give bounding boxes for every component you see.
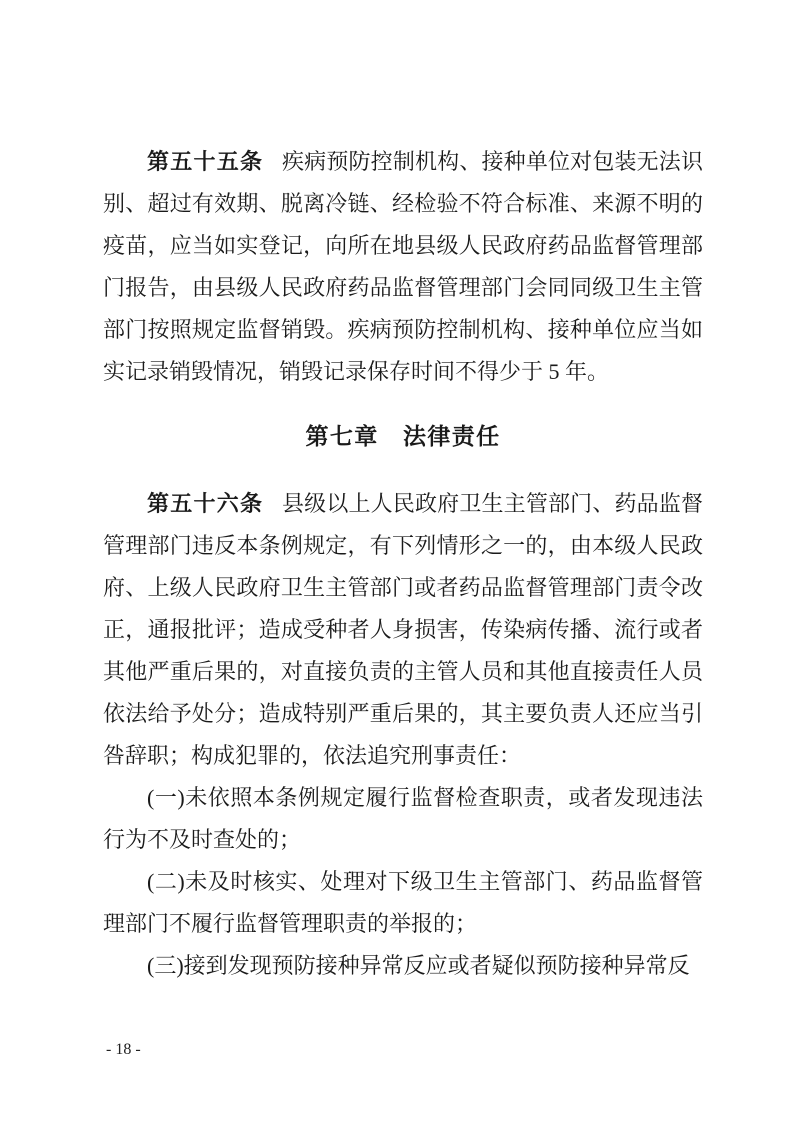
article-55-paragraph: [103, 141, 703, 393]
article-55-text: 疾病预防控制机构、接种单位对包装无法识别、超过有效期、脱离冷链、经检验不符合标准、来源不明的疫苗，应当如实登记，向所在地县级人民政府药品监督管理部门报告，由县级人民政府药品监督管理部门会同同级卫生主管部门按照规定监督销毁。疾病预防控制机构、接种单位应当如实记录销毁情况，销毁记录保存时间不得少于 5 年。: [103, 149, 703, 384]
article-55-number: 第五十五条: [147, 149, 264, 174]
chapter-heading: 第七章 法律责任: [305, 423, 501, 449]
article-56-text: 县级以上人民政府卫生主管部门、药品监督管理部门违反本条例规定，有下列情形之一的，由本级人民政府、上级人民政府卫生主管部门或者药品监督管理部门责令改正，通报批评；造成受种者人身损害，传染病传播、流行或者其他严重后果的，对直接负责的主管人员和其他直接责任人员依法给予处分；造成特别严重后果的，其主要负责人还应当引咎辞职；构成犯罪的，依法追究刑事责任：: [103, 491, 703, 768]
article-56-number: 第五十六条: [147, 491, 264, 516]
clause-item-1: (一)未依照本条例规定履行监督检查职责，或者发现违法行为不及时查处的；: [103, 785, 703, 852]
article-56-paragraph: [103, 483, 703, 777]
page-number: - 18 -: [106, 1041, 141, 1058]
clause-item-2: (二)未及时核实、处理对下级卫生主管部门、药品监督管理部门不履行监督管理职责的举报的；: [103, 869, 703, 936]
document-body: [103, 141, 703, 987]
clause-item-3: (三)接到发现预防接种异常反应或者疑似预防接种异常反: [147, 953, 690, 978]
